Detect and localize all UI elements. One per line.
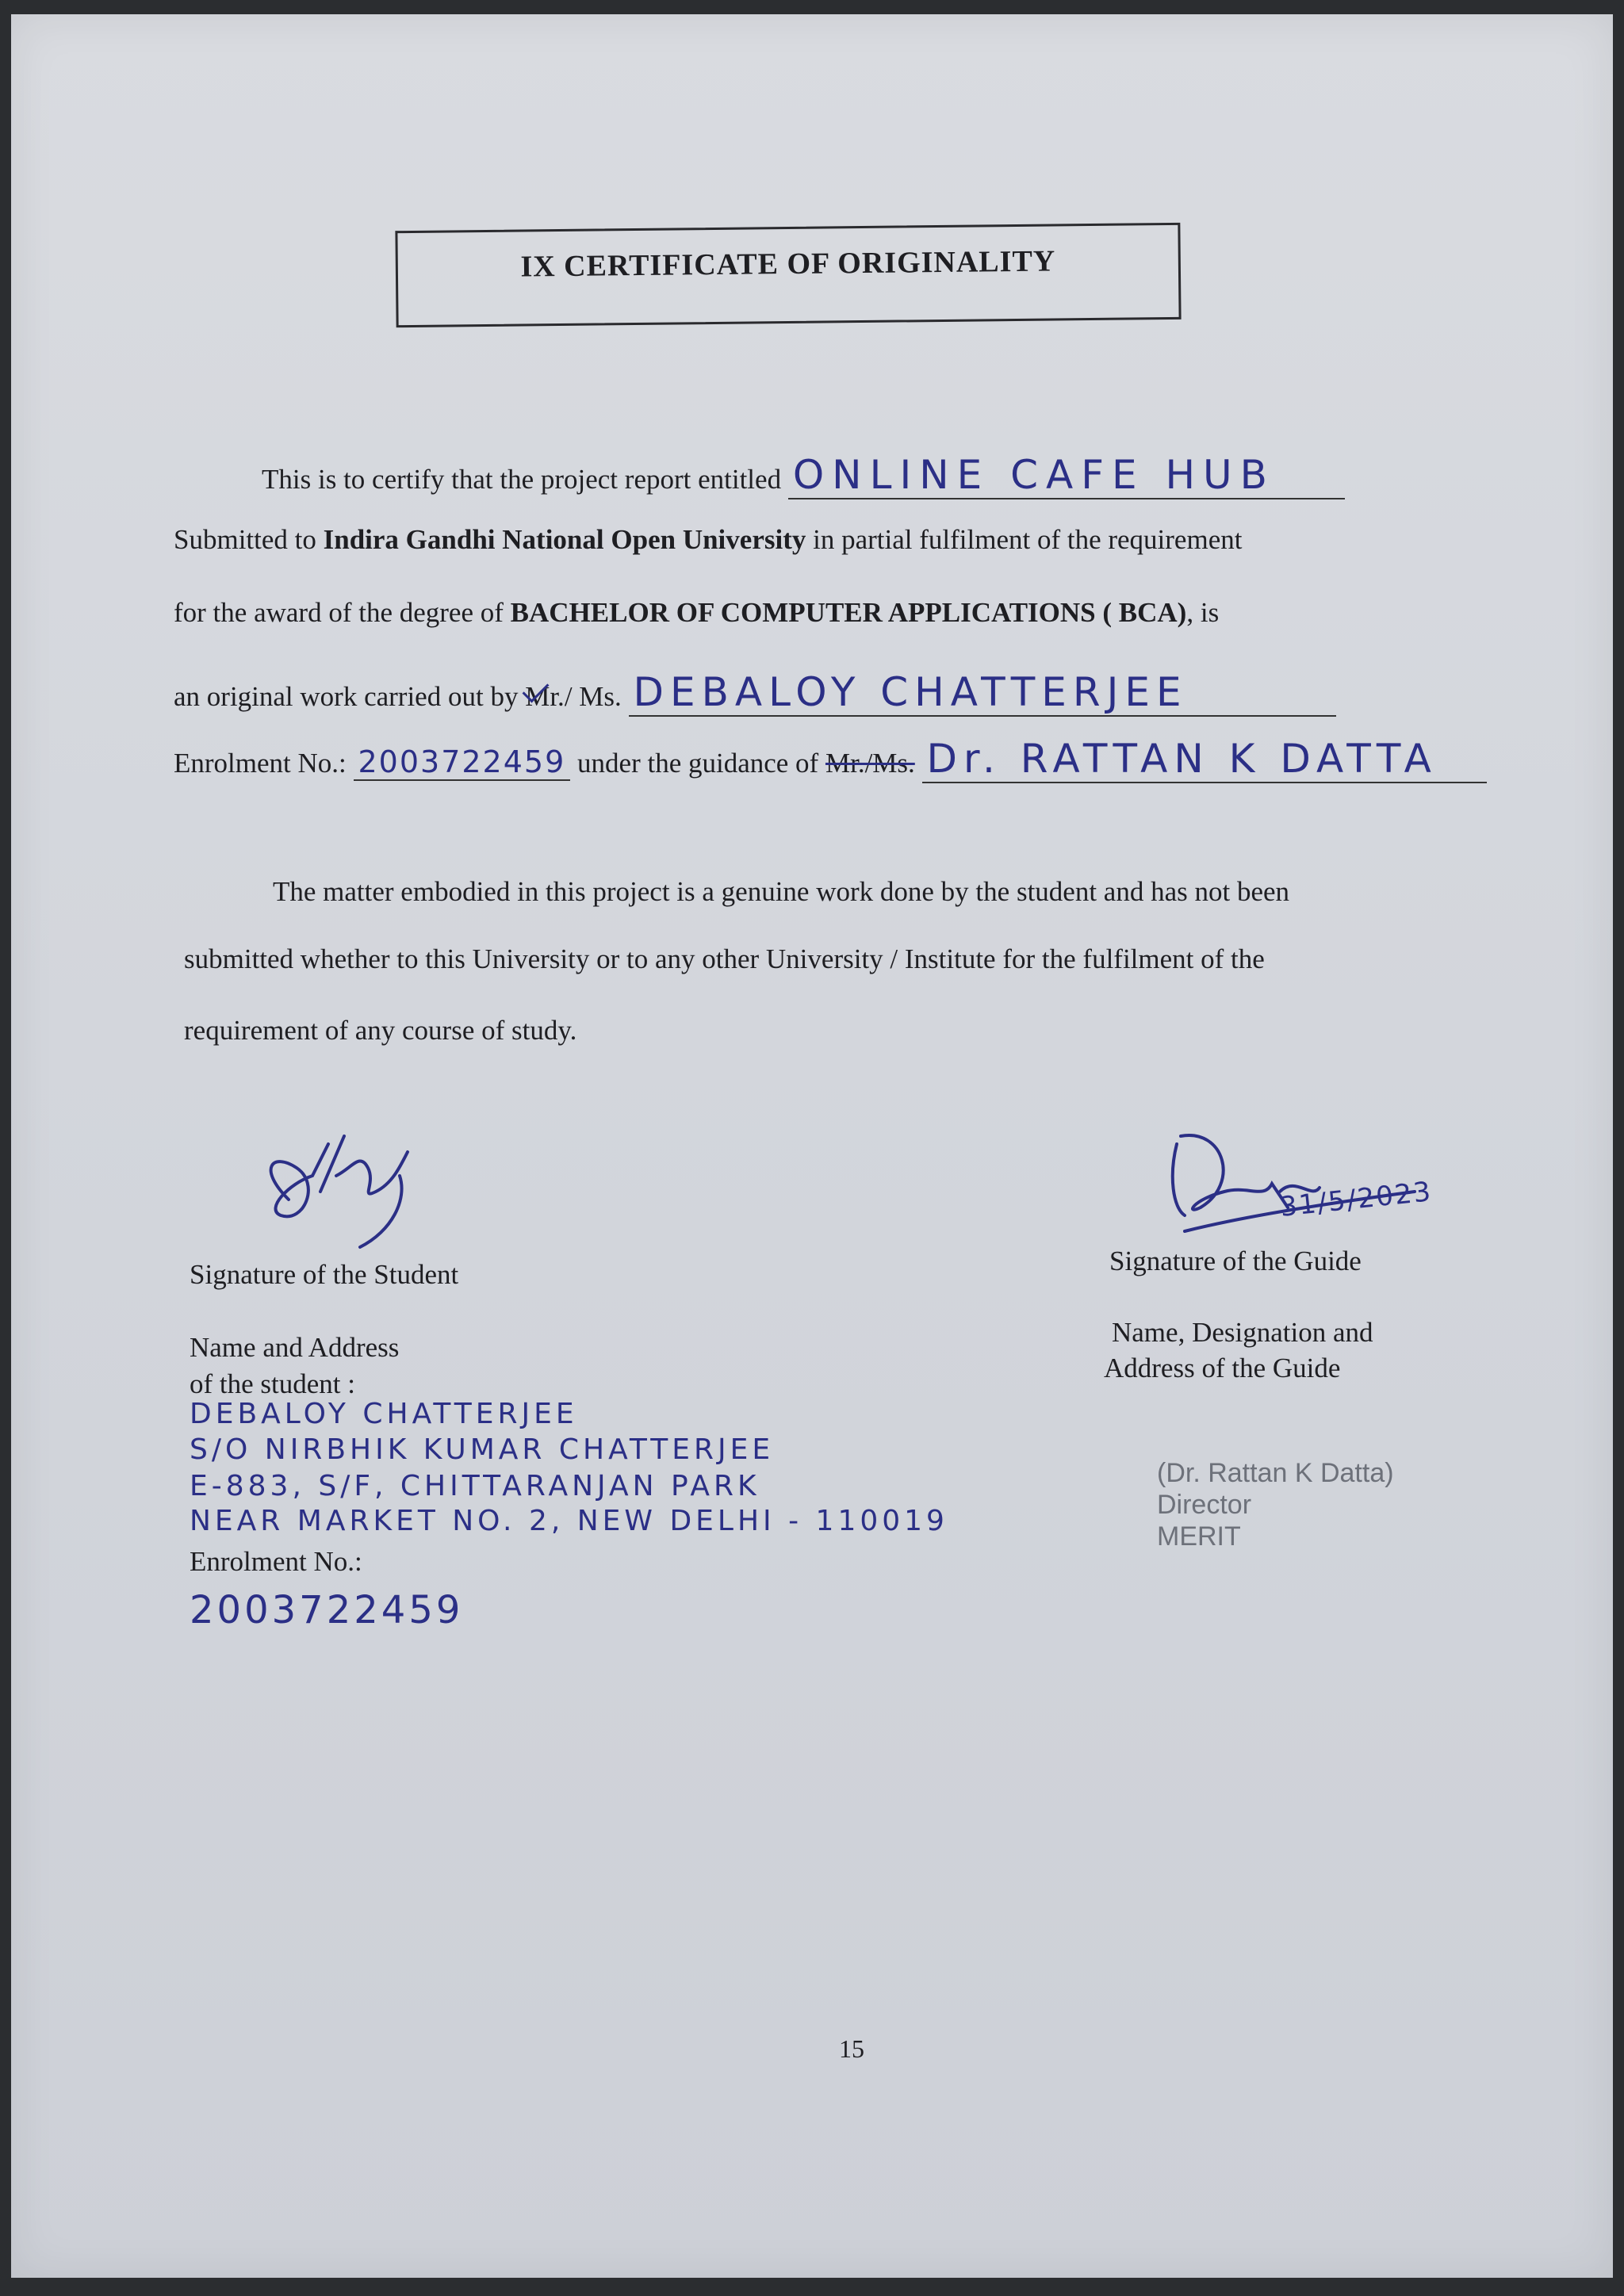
cert-line-1: [262, 452, 1345, 499]
student-name-field: DEBALOY CHATTERJEE: [629, 669, 1336, 717]
student-signature: [241, 1120, 447, 1263]
guide-signature-date: 31/5/2023: [1278, 1176, 1434, 1223]
degree-name: BACHELOR OF COMPUTER APPLICATIONS ( BCA): [510, 597, 1187, 628]
line-text: under the guidance of: [577, 748, 819, 779]
ms-label: / Ms.: [564, 681, 622, 712]
guide-address-label: Address of the Guide: [1104, 1353, 1341, 1383]
address-line-2: S/O NIRBHIK KUMAR CHATTERJEE: [190, 1433, 775, 1466]
para2-line-1: The matter embodied in this project is a genuine work done by the student and has not been: [273, 876, 1290, 907]
student-enrolment-label: Enrolment No.:: [190, 1546, 362, 1577]
stamp-name: (Dr. Rattan K Datta): [1157, 1458, 1394, 1488]
student-signature-label: Signature of the Student: [190, 1259, 459, 1290]
stamp-org: MERIT: [1157, 1521, 1241, 1552]
cert-line-3: [174, 597, 1219, 629]
mr-checked: Mr.: [525, 681, 565, 712]
para2-line-2: submitted whether to this University or to any other University / Institute for the fulfilment of the: [184, 943, 1265, 974]
guide-stamp: [1157, 1457, 1394, 1552]
line-text: , is: [1186, 597, 1220, 628]
line-text: This is to certify that the project report entitled: [262, 464, 782, 495]
address-line-3: E-883, S/F, CHITTARANJAN PARK: [190, 1470, 760, 1502]
guide-name-label: Name, Designation and: [1112, 1317, 1373, 1348]
cert-line-2: [174, 524, 1242, 556]
title-box: [395, 223, 1181, 327]
line-text: an original work carried out by: [174, 681, 519, 712]
cert-line-4: [174, 669, 1336, 717]
guide-name-field: Dr. RATTAN K DATTA: [922, 736, 1487, 783]
project-title-field: ONLINE CAFE HUB: [788, 452, 1345, 499]
guide-signature: [1153, 1112, 1486, 1247]
line-text: Submitted to: [174, 524, 316, 555]
address-line-4: NEAR MARKET NO. 2, NEW DELHI - 110019: [190, 1505, 948, 1537]
page-number: 15: [839, 2034, 864, 2063]
mr-ms-struck: Mr./Ms.: [825, 748, 915, 779]
line-text: for the award of the degree of: [174, 597, 504, 628]
cert-line-5: [174, 736, 1487, 783]
university-name: Indira Gandhi National Open University: [323, 524, 806, 555]
guide-signature-label: Signature of the Guide: [1109, 1246, 1362, 1276]
certificate-page: [11, 14, 1613, 2278]
enrolment-field: 2003722459: [354, 744, 571, 781]
student-name-address-label-2: of the student :: [190, 1368, 355, 1399]
address-line-1: DEBALOY CHATTERJEE: [190, 1398, 578, 1430]
line-text: Enrolment No.:: [174, 748, 347, 779]
certificate-title: IX CERTIFICATE OF ORIGINALITY: [520, 244, 1056, 284]
student-name-address-label: Name and Address: [190, 1332, 400, 1363]
stamp-title: Director: [1157, 1490, 1252, 1520]
line-text: in partial fulfilment of the requirement: [813, 524, 1243, 555]
student-enrolment-value: 2003722459: [190, 1588, 464, 1632]
para2-line-3: requirement of any course of study.: [184, 1015, 577, 1046]
